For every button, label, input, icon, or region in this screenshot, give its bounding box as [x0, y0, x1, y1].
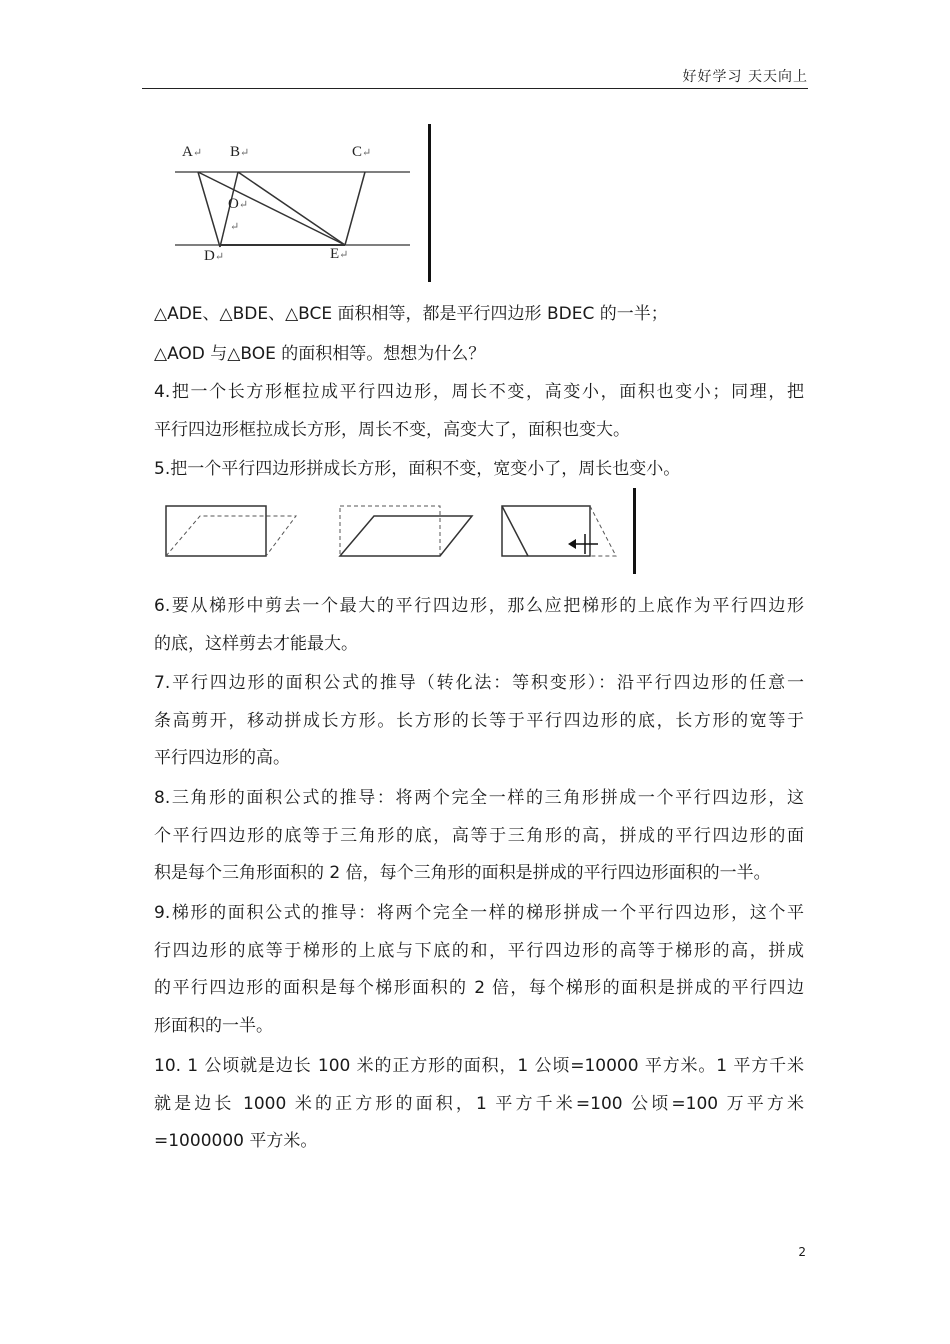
- page-number: 2: [798, 1245, 806, 1259]
- segment-ad: [198, 172, 220, 247]
- label-c: C↵: [352, 144, 372, 160]
- figure-divider-bar: [428, 124, 431, 282]
- triangle-figure: [160, 130, 420, 270]
- header-text: 好好学习 天天向上: [682, 69, 808, 85]
- label-d: D↵: [204, 248, 225, 264]
- paragraph-item-8: 8.三角形的面积公式的推导：将两个完全一样的三角形拼成一个平行四边形，这 个平行四边形的底等于三角形的底，高等于三角形的高，拼成的平行四边形的面 积是每个三角形面积的 2 倍，每个三角形的面积是拼成的平行四边形面积的一半。: [154, 788, 804, 883]
- return-mark-o: ↵: [230, 221, 240, 233]
- label-a: A↵: [182, 144, 203, 160]
- paragraph-aod-boe: △AOD 与△BOE 的面积相等。想想为什么？: [154, 344, 486, 364]
- paragraph-item-6: 6.要从梯形中剪去一个最大的平行四边形，那么应把梯形的上底作为平行四边形 的底，这样剪去才能最大。: [154, 596, 804, 654]
- paragraph-item-7: 7.平行四边形的面积公式的推导（转化法：等积变形）：沿平行四边形的任意一 条高剪开，移动拼成长方形。长方形的长等于平行四边形的底，长方形的宽等于 平行四边形的高。: [154, 673, 804, 768]
- paragraph-item-10: 10. 1 公顷就是边长 100 米的正方形的面积，1 公顷=10000 平方米。1 平方千米 就是边长 1000 米的正方形的面积，1 平方千米=100 公顷=100 万平方米 =1000000 平方米。: [154, 1056, 804, 1151]
- diagram-1: [166, 506, 296, 556]
- paragraph-item-5: 5.把一个平行四边形拼成长方形，面积不变，宽变小了，周长也变小。: [154, 459, 681, 479]
- move-arrow-head: [568, 539, 576, 549]
- label-e: E↵: [330, 246, 349, 262]
- segment-be: [238, 172, 345, 245]
- paragraph-item-9: 9.梯形的面积公式的推导：将两个完全一样的梯形拼成一个平行四边形，这个平 行四边形的底等于梯形的上底与下底的和，平行四边形的高等于梯形的高，拼成 的平行四边形的面积是每个梯形面积的 2 倍，每个梯形的面积是拼成的平行四边 形面积的一半。: [154, 903, 804, 1036]
- label-o: O↵: [228, 196, 249, 212]
- label-b: B↵: [230, 144, 250, 160]
- figure-divider-bar-2: [633, 488, 636, 574]
- header-rule: [142, 88, 808, 89]
- paragraph-item-4: 4.把一个长方形框拉成平行四边形，周长不变，高变小，面积也变小；同理，把 平行四边形框拉成长方形，周长不变，高变大了，面积也变大。: [154, 382, 804, 440]
- rectangle-parallelogram-figure: [160, 498, 630, 568]
- diagram-3: [502, 506, 616, 556]
- segment-ce: [345, 172, 365, 245]
- paragraph-triangles: △ADE、△BDE、△BCE 面积相等，都是平行四边形 BDEC 的一半；: [154, 304, 668, 324]
- segment-ae: [198, 172, 345, 245]
- diagram-2: [340, 506, 472, 556]
